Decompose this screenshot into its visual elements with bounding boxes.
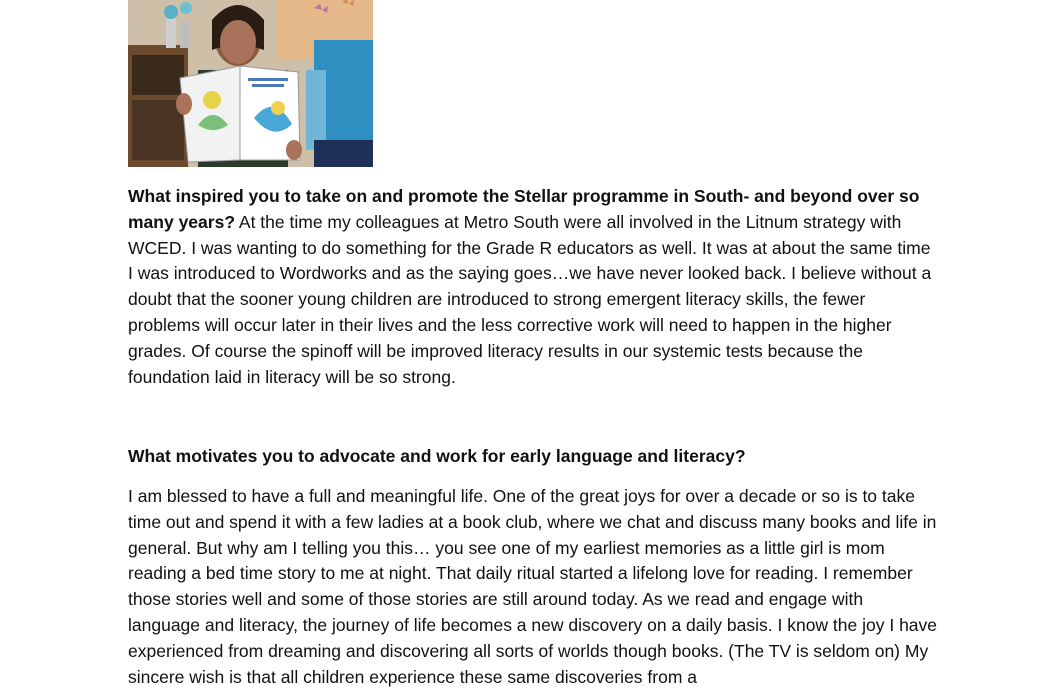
section1-paragraph [128,184,938,390]
section1-answer: At the time my colleagues at Metro South were all involved in the Litnum strategy with WCED. I was wanting to do something for the Grade R educators as well. It was at about the same time I was introduced to Wordworks and as the saying goes…we have never looked back. I believe without a doubt that the sooner young children are introduced to strong emergent literacy skills, the fewer problems will occur later in their lives and the less corrective work will need to happen in the higher grades. Of course the spinoff will be improved literacy results in our systemic tests because the foundation laid in literacy will be so strong. [128,211,932,387]
section2-question: What motivates you to advocate and work for early language and literacy? [128,446,746,466]
photo-woman-reading-icon [128,0,373,167]
section1-question: What inspired you to take on and promote the Stellar programme in South- and beyond over so many years? [128,186,920,232]
section2-answer: I am blessed to have a full and meaningful life. One of the great joys for over a decade or so is to take time out and spend it with a few ladies at a book club, where we chat and discuss many books and life in general. But why am I telling you this… you see one of my earliest memories as a little girl is mom reading a bed time story to me at night. That daily ritual started a lifelong love for reading. I remember those stories well and some of those stories are still around today. As we read and engage with language and literacy, the journey of life becomes a new discovery on a daily basis. I know the joy I have experienced from dreaming and discovering all sorts of worlds though books. (The TV is seldom on) My sincere wish is that all children experience these same discoveries from a [128,486,938,687]
photo-woman-reading [128,0,373,167]
